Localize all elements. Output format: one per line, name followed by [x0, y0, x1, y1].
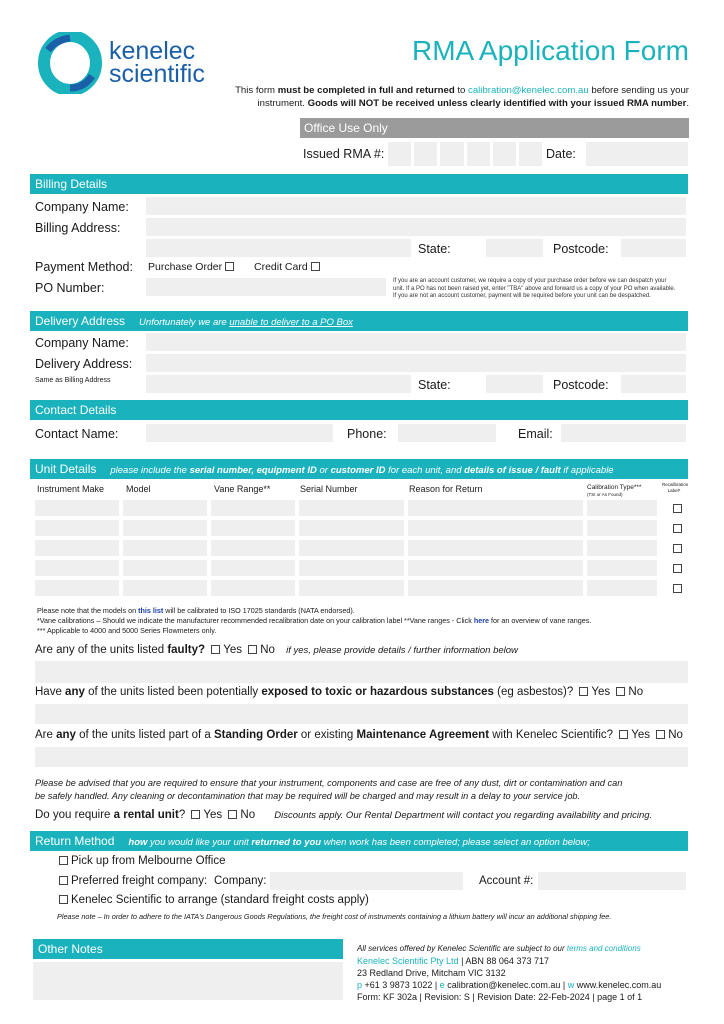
purchase-order-option[interactable]: Purchase Order — [148, 261, 237, 273]
cell-model[interactable] — [123, 560, 207, 576]
contact-header: Contact Details — [30, 400, 688, 420]
email-label: Email: — [518, 427, 553, 441]
billing-address-field-2[interactable] — [146, 239, 411, 257]
cell-serial[interactable] — [299, 540, 404, 556]
billing-company-field[interactable] — [146, 197, 686, 215]
recal-checkbox[interactable] — [673, 564, 682, 573]
cell-reason[interactable] — [408, 520, 583, 536]
standing-details-field[interactable] — [35, 747, 688, 767]
recal-checkbox[interactable] — [673, 584, 682, 593]
logo-text-kenelec: kenelec — [109, 37, 196, 65]
faulty-details-field[interactable] — [35, 661, 688, 683]
freight-company-field[interactable] — [270, 872, 463, 890]
cell-make[interactable] — [35, 500, 119, 516]
col-serial-number: Serial Number — [300, 484, 358, 494]
delivery-address-label: Delivery Address: — [35, 357, 133, 371]
po-number-field[interactable] — [146, 278, 386, 296]
cell-make[interactable] — [35, 580, 119, 596]
col-vane-range: Vane Range** — [214, 484, 271, 494]
credit-card-checkbox[interactable] — [311, 262, 320, 271]
faulty-yes-checkbox[interactable] — [211, 645, 220, 654]
cell-vane[interactable] — [211, 500, 295, 516]
rma-field[interactable] — [388, 142, 542, 166]
table-row — [35, 580, 690, 596]
cell-make[interactable] — [35, 520, 119, 536]
this-list-link[interactable]: this list — [138, 606, 164, 615]
rental-no-checkbox[interactable] — [228, 810, 237, 819]
unit-notes: Please note that the models on this list will be calibrated to ISO 17025 standards (NATA endorsed). *Vane calibrations – Should we indicate the manufacturer recommended recalibration date on your calibration label **Vane ranges - Click here for an overview of vane ranges. *** Applicable to 4000 and 5000 Series Flowmeters only. — [37, 606, 592, 635]
return-pickup-option[interactable]: Pick up from Melbourne Office — [56, 855, 225, 867]
standing-yes-checkbox[interactable] — [619, 730, 628, 739]
delivery-company-label: Company Name: — [35, 336, 129, 350]
billing-address-label: Billing Address: — [35, 221, 121, 235]
table-row — [35, 560, 690, 576]
freight-company-label: Company: — [214, 875, 267, 887]
cell-model[interactable] — [123, 540, 207, 556]
cell-reason[interactable] — [408, 500, 583, 516]
billing-state-label: State: — [418, 242, 451, 256]
logo-text-scientific: scientific — [109, 60, 205, 88]
delivery-header: Delivery Address Unfortunately we are unable to deliver to a PO Box — [30, 311, 688, 331]
delivery-company-field[interactable] — [146, 333, 686, 351]
cell-cal[interactable] — [587, 500, 657, 516]
vane-ranges-link[interactable]: here — [473, 616, 490, 625]
office-use-header: Office Use Only — [300, 118, 689, 138]
delivery-postcode-label: Postcode: — [553, 378, 609, 392]
delivery-state-field[interactable] — [486, 375, 543, 393]
delivery-postcode-field[interactable] — [621, 375, 686, 393]
logo — [36, 32, 206, 92]
cell-reason[interactable] — [408, 580, 583, 596]
email-field[interactable] — [561, 424, 686, 442]
col-recalibration-label: Recalibration Label* — [662, 482, 689, 493]
cell-model[interactable] — [123, 500, 207, 516]
faulty-question: Are any of the units listed faulty? Yes No if yes, please provide details / further information below — [35, 644, 518, 656]
hazard-details-field[interactable] — [35, 704, 688, 724]
hazard-no-checkbox[interactable] — [616, 687, 625, 696]
delivery-address-field-2[interactable] — [146, 375, 411, 393]
col-calibration-type: Calibration Type*** (TSI or As Found) — [587, 484, 642, 497]
cell-reason[interactable] — [408, 540, 583, 556]
date-field[interactable] — [586, 142, 688, 166]
recal-checkbox[interactable] — [673, 544, 682, 553]
cell-make[interactable] — [35, 560, 119, 576]
cell-serial[interactable] — [299, 560, 404, 576]
contact-name-label: Contact Name: — [35, 427, 119, 441]
phone-field[interactable] — [398, 424, 496, 442]
hazard-question: Have any of the units listed been potentially exposed to toxic or hazardous substances (eg asbestos)? Yes No — [35, 686, 644, 698]
billing-address-field[interactable] — [146, 218, 686, 236]
cell-model[interactable] — [123, 520, 207, 536]
rental-yes-checkbox[interactable] — [191, 810, 200, 819]
cell-make[interactable] — [35, 540, 119, 556]
unit-table — [35, 500, 690, 600]
unit-details-header: Unit Details please include the serial number, equipment ID or customer ID for each unit, and details of issue / fault if applicable — [30, 459, 688, 479]
standing-order-question: Are any of the units listed part of a Standing Order or existing Maintenance Agreement with Kenelec Scientific? Yes No — [35, 729, 683, 741]
other-notes-header: Other Notes — [33, 939, 343, 959]
payment-method-label: Payment Method: — [35, 260, 133, 274]
delivery-state-label: State: — [418, 378, 451, 392]
col-model: Model — [126, 484, 151, 494]
cell-vane[interactable] — [211, 540, 295, 556]
recal-checkbox[interactable] — [673, 504, 682, 513]
cleaning-advice: Please be advised that you are required to ensure that your instrument, components and case are free of any dust, dirt or contamination and can be safely handled. Any cleaning or decontamination that may be required will be charged and may result in a delay to your service job. — [35, 778, 623, 801]
table-row — [35, 500, 690, 516]
logo-ring-icon — [36, 32, 104, 94]
kenelec-arrange-checkbox[interactable] — [59, 895, 68, 904]
return-method-header: Return Method how you would like your unit returned to you when work has been completed; please select an option below; — [30, 831, 688, 851]
faulty-no-checkbox[interactable] — [248, 645, 257, 654]
intro-email-link[interactable]: calibration@kenelec.com.au — [468, 85, 589, 96]
cell-cal[interactable] — [587, 580, 657, 596]
billing-company-label: Company Name: — [35, 200, 129, 214]
po-note: If you are an account customer, we require a copy of your purchase order before we can despatch your unit. If a PO has not been raised yet, enter "TBA" above and forward us a copy of your PO when available. If you are not an account customer, payment will be required before your unit can be despatched. — [393, 278, 676, 299]
po-number-label: PO Number: — [35, 281, 105, 295]
cell-vane[interactable] — [211, 580, 295, 596]
freight-account-label: Account #: — [479, 875, 534, 887]
rental-question: Do you require a rental unit? Yes No Discounts apply. Our Rental Department will contact you regarding availability and pricing. — [35, 809, 653, 821]
cell-cal[interactable] — [587, 520, 657, 536]
delivery-address-field[interactable] — [146, 354, 686, 372]
cell-cal[interactable] — [587, 560, 657, 576]
phone-label: Phone: — [347, 427, 387, 441]
purchase-order-checkbox[interactable] — [225, 262, 234, 271]
cell-serial[interactable] — [299, 520, 404, 536]
standing-no-checkbox[interactable] — [656, 730, 665, 739]
cell-reason[interactable] — [408, 560, 583, 576]
hazard-yes-checkbox[interactable] — [579, 687, 588, 696]
page-title: RMA Application Form — [412, 35, 689, 66]
return-kenelec-option[interactable]: Kenelec Scientific to arrange (standard freight costs apply) — [56, 894, 369, 906]
billing-postcode-field[interactable] — [621, 239, 686, 257]
credit-card-option[interactable]: Credit Card — [254, 261, 323, 273]
intro-text: This form must be completed in full and returned to calibration@kenelec.com.au before sending us your instrument. Goods will NOT be received unless clearly identified with your issued RMA number. — [235, 85, 689, 109]
rma-label: Issued RMA #: — [303, 147, 385, 161]
billing-header: Billing Details — [30, 174, 688, 194]
date-label: Date: — [546, 147, 576, 161]
same-as-billing-label: Same as Billing Address — [35, 377, 111, 384]
contact-name-field[interactable] — [146, 424, 333, 442]
cell-serial[interactable] — [299, 500, 404, 516]
billing-state-field[interactable] — [486, 239, 543, 257]
table-row — [35, 520, 690, 536]
col-instrument-make: Instrument Make — [37, 484, 105, 494]
table-row — [35, 540, 690, 556]
return-freight-option[interactable]: Preferred freight company: — [56, 875, 207, 887]
cell-serial[interactable] — [299, 580, 404, 596]
freight-account-field[interactable] — [538, 872, 686, 890]
footer: All services offered by Kenelec Scientific are subject to our terms and conditions Kenelec Scientific Pty Ltd | ABN 88 064 373 717 23 Redland Drive, Mitcham VIC 3132 p +61 3 9873 1022 | e calibration@kenelec.com.au | w www.kenelec.com.au Form: KF 302a | Revision: S | Revision Date: 22-Feb-2024 | page 1 of 1 — [357, 944, 662, 1002]
cell-vane[interactable] — [211, 560, 295, 576]
terms-link[interactable]: terms and conditions — [566, 944, 641, 953]
col-reason: Reason for Return — [409, 484, 483, 494]
billing-postcode-label: Postcode: — [553, 242, 609, 256]
cell-cal[interactable] — [587, 540, 657, 556]
freight-checkbox[interactable] — [59, 876, 68, 885]
recal-checkbox[interactable] — [673, 524, 682, 533]
cell-vane[interactable] — [211, 520, 295, 536]
pickup-checkbox[interactable] — [59, 856, 68, 865]
cell-model[interactable] — [123, 580, 207, 596]
other-notes-field[interactable] — [33, 962, 343, 1000]
lithium-note: Please note – In order to adhere to the IATA's Dangerous Goods Regulations, the freight cost of instruments containing a lithium battery will incur an additional shipping fee. — [57, 912, 612, 921]
